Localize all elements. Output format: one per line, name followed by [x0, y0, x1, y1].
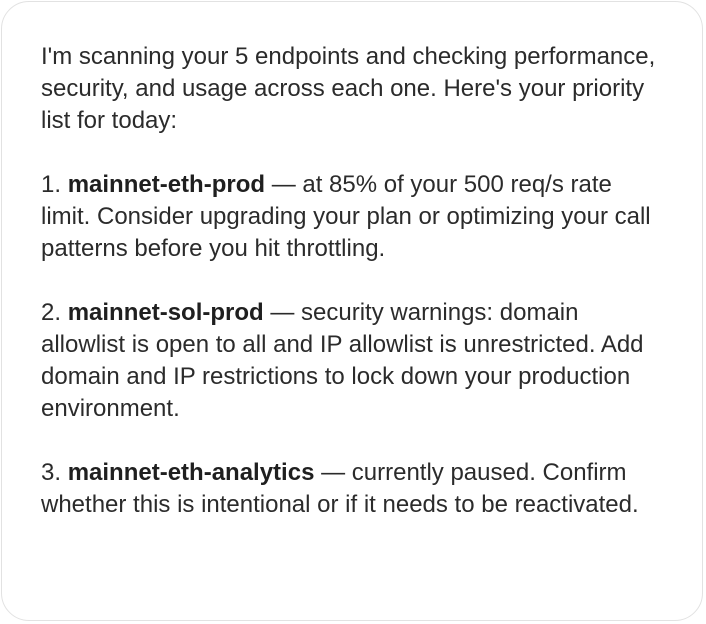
endpoint-name: mainnet-eth-analytics — [67, 459, 315, 486]
endpoint-name: mainnet-eth-prod — [67, 171, 266, 198]
item-number: 1. — [41, 171, 62, 198]
message-intro: I'm scanning your 5 endpoints and checking performance, security, and usage across each one. Here's your priority list for today: — [41, 43, 656, 134]
item-detail: — security warnings: domain allowlist is open to all and IP allowlist is unrestricted. Add domain and IP restrictions to lock down your production environment. — [41, 299, 644, 422]
priority-item-2 — [41, 297, 664, 425]
priority-item-3 — [41, 457, 664, 521]
item-detail: — currently paused. Confirm whether this is intentional or if it needs to be reactivated. — [41, 459, 639, 518]
endpoint-name: mainnet-sol-prod — [67, 299, 264, 326]
item-number: 3. — [41, 459, 62, 486]
assistant-message-card — [1, 1, 703, 621]
item-detail: — at 85% of your 500 req/s rate limit. Consider upgrading your plan or optimizing your call patterns before you hit throttling. — [41, 171, 651, 262]
priority-item-1 — [41, 169, 664, 265]
item-number: 2. — [41, 299, 62, 326]
